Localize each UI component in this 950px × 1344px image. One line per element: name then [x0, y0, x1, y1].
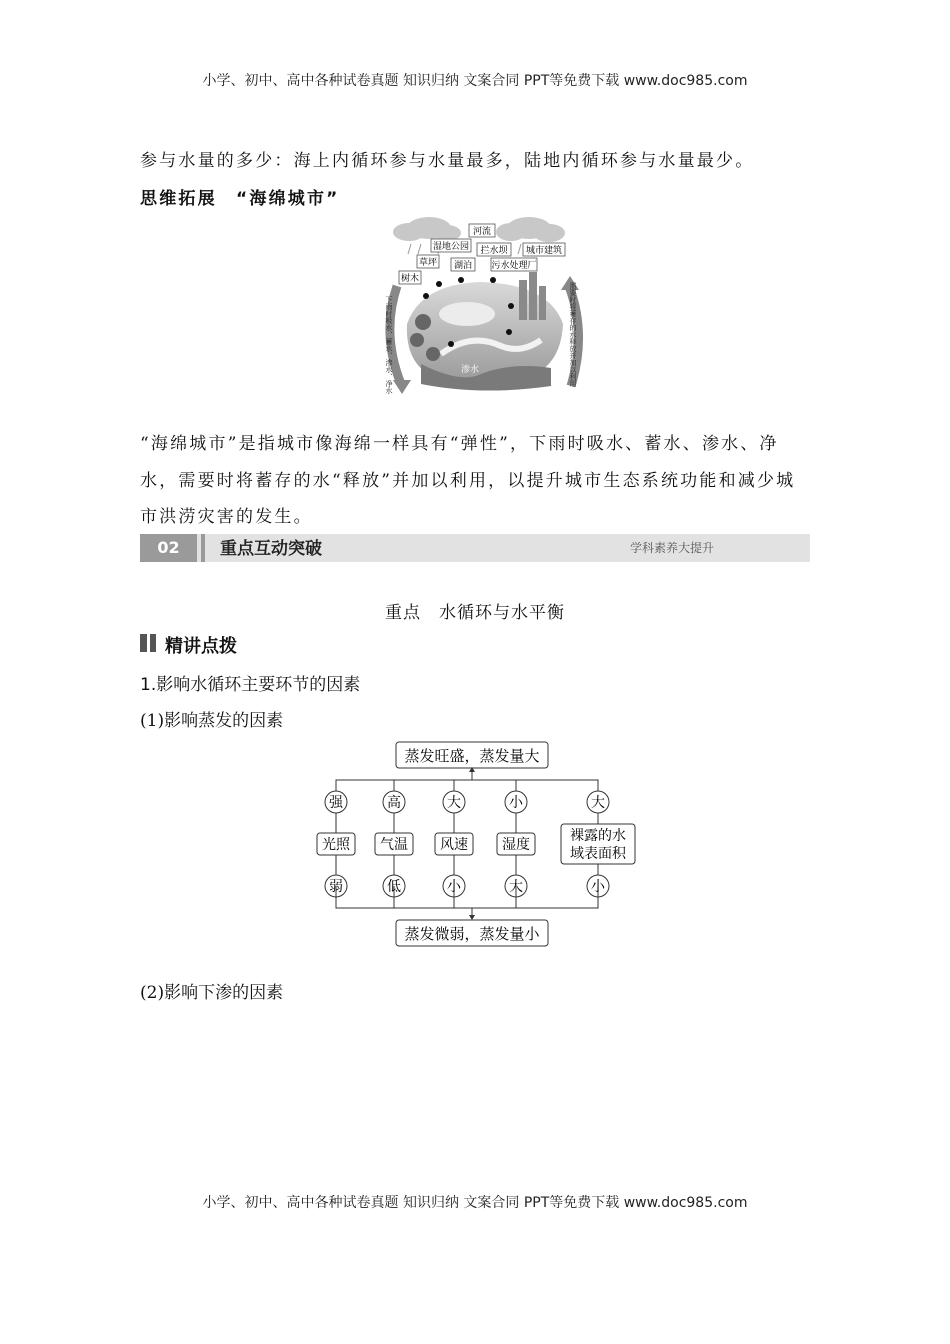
- factor-name: 光照: [322, 837, 350, 853]
- page-footer: 小学、初中、高中各种试卷真题 知识归纳 文案合同 PPT等免费下载 www.doc985.com: [202, 1195, 748, 1211]
- factor-low-value: 大: [509, 879, 523, 895]
- top-result-box: 蒸发旺盛，蒸发量大: [404, 747, 540, 765]
- cloud-left-icon: [393, 217, 461, 241]
- section-banner: [140, 534, 810, 562]
- bottom-seep-text: 渗水: [461, 365, 480, 375]
- factor-name: 裸露的水: [570, 828, 626, 844]
- label-lake: 湖泊: [453, 261, 473, 271]
- factor-high-value: 小: [509, 795, 523, 811]
- factor-high-value: 大: [447, 795, 461, 811]
- item-1: (1)影响蒸发的因素: [140, 711, 284, 731]
- arrow-down-icon: [469, 915, 475, 920]
- factor-high-value: 高: [387, 795, 401, 811]
- cloud-right-icon: [496, 217, 565, 242]
- banner-number: 02: [140, 534, 197, 562]
- factor-name: 域表面积: [570, 846, 626, 862]
- factor-name: 风速: [440, 837, 468, 853]
- label-trees: 树木: [400, 274, 420, 284]
- point-1: 1.影响水循环主要环节的因素: [140, 675, 361, 695]
- label-river: 河流: [472, 227, 492, 237]
- label-wetland-park: 湿地公园: [432, 242, 470, 252]
- label-lawn: 草坪: [418, 258, 438, 268]
- right-arrow-text: 需要时将蓄存的水释放并加以利用: [569, 282, 577, 387]
- sponge-city-paragraph: “海绵城市”是指城市像海绵一样具有“弹性”，下雨时吸水、蓄水、渗水、净水，需要时将蓄存的水“释放”并加以利用，以提升城市生态系统功能和减少城市洪涝灾害的发生。: [140, 434, 796, 527]
- intro-line: 参与水量的多少：海上内循环参与水量最多，陆地内循环参与水量最少。: [140, 151, 755, 171]
- lake-shape: [439, 302, 495, 326]
- item-2: (2)影响下渗的因素: [140, 983, 284, 1003]
- left-arrow-text: 下雨时吸水、蓄水、渗水、净水: [385, 296, 393, 394]
- factor-name: 湿度: [502, 837, 530, 853]
- factor-low-value: 小: [591, 879, 605, 895]
- factor-low-value: 低: [387, 879, 401, 895]
- label-dam: 拦水坝: [480, 246, 508, 256]
- page-header: 小学、初中、高中各种试卷真题 知识归纳 文案合同 PPT等免费下载 www.doc985.com: [202, 73, 748, 89]
- factor-high-value: 强: [329, 795, 343, 811]
- banner-subtitle: 学科素养大提升: [629, 541, 714, 555]
- factor-low-value: 弱: [329, 879, 343, 895]
- banner-title: 重点互动突破: [220, 539, 322, 559]
- label-city-buildings: 城市建筑: [525, 246, 563, 256]
- evaporation-factor-diagram: [316, 738, 636, 950]
- subsection-marker-icon: [140, 634, 158, 652]
- section-title: 重点 水循环与水平衡: [385, 603, 565, 623]
- label-sewage-plant: 污水处理厂: [491, 261, 537, 271]
- factor-high-value: 大: [591, 795, 605, 811]
- factor-low-value: 小: [447, 879, 461, 895]
- bottom-result-box: 蒸发微弱，蒸发量小: [404, 925, 540, 943]
- sponge-city-illustration: [381, 214, 587, 396]
- banner-divider: [201, 534, 205, 562]
- left-arrow-head-icon: [393, 380, 411, 394]
- factor-name: 气温: [380, 837, 408, 853]
- extension-title: 思维拓展 “海绵城市”: [140, 189, 340, 209]
- subsection-title: 精讲点拨: [165, 636, 237, 657]
- buildings-icon: [519, 272, 546, 320]
